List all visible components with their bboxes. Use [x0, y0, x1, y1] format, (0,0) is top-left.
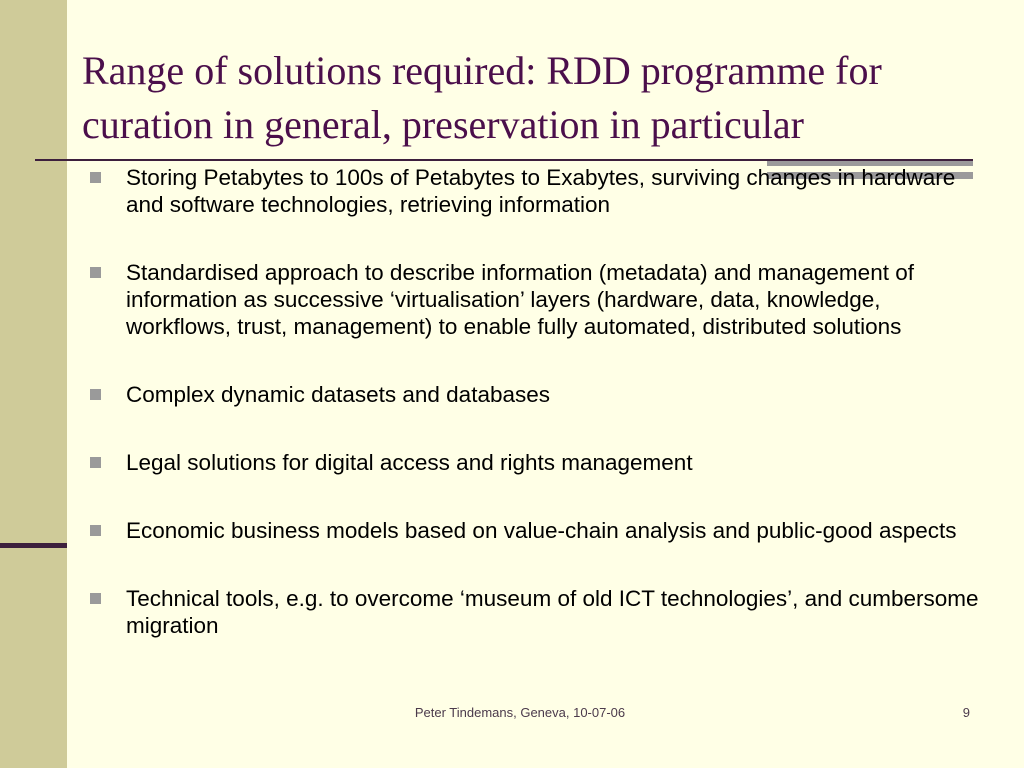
bullet-item: [88, 517, 988, 544]
bullet-item: [88, 164, 988, 218]
bullet-text: Complex dynamic datasets and databases: [126, 382, 550, 407]
square-bullet-icon: [90, 389, 101, 400]
bullet-text: Storing Petabytes to 100s of Petabytes to Exabytes, surviving changes in hardware and software technologies, retrieving information: [126, 165, 956, 217]
slide-title: Range of solutions required: RDD programme for curation in general, preservation in particular: [82, 48, 882, 147]
square-bullet-icon: [90, 457, 101, 468]
bullet-text: Standardised approach to describe information (metadata) and management of information as successive ‘virtualisation’ layers (hardware, data, knowledge, workflows, trust, management) to enable fully automated, distributed solutions: [126, 260, 914, 339]
square-bullet-icon: [90, 172, 101, 183]
bullet-text: Economic business models based on value-chain analysis and public-good aspects: [126, 518, 957, 543]
bullet-item: [88, 381, 988, 408]
slide-footer: Peter Tindemans, Geneva, 10-07-06: [414, 705, 626, 720]
bullet-text: Technical tools, e.g. to overcome ‘museum of old ICT technologies’, and cumbersome migration: [126, 586, 979, 638]
square-bullet-icon: [90, 267, 101, 278]
square-bullet-icon: [90, 593, 101, 604]
bullet-item: [88, 259, 988, 340]
bullet-list: [88, 164, 988, 639]
left-band-rule: [0, 543, 67, 548]
bullet-item: [88, 449, 988, 476]
bullet-item: [88, 585, 988, 639]
bullet-text: Legal solutions for digital access and rights management: [126, 450, 693, 475]
slide-page-number: 9: [962, 705, 970, 720]
left-decorative-band: [0, 0, 67, 768]
square-bullet-icon: [90, 525, 101, 536]
